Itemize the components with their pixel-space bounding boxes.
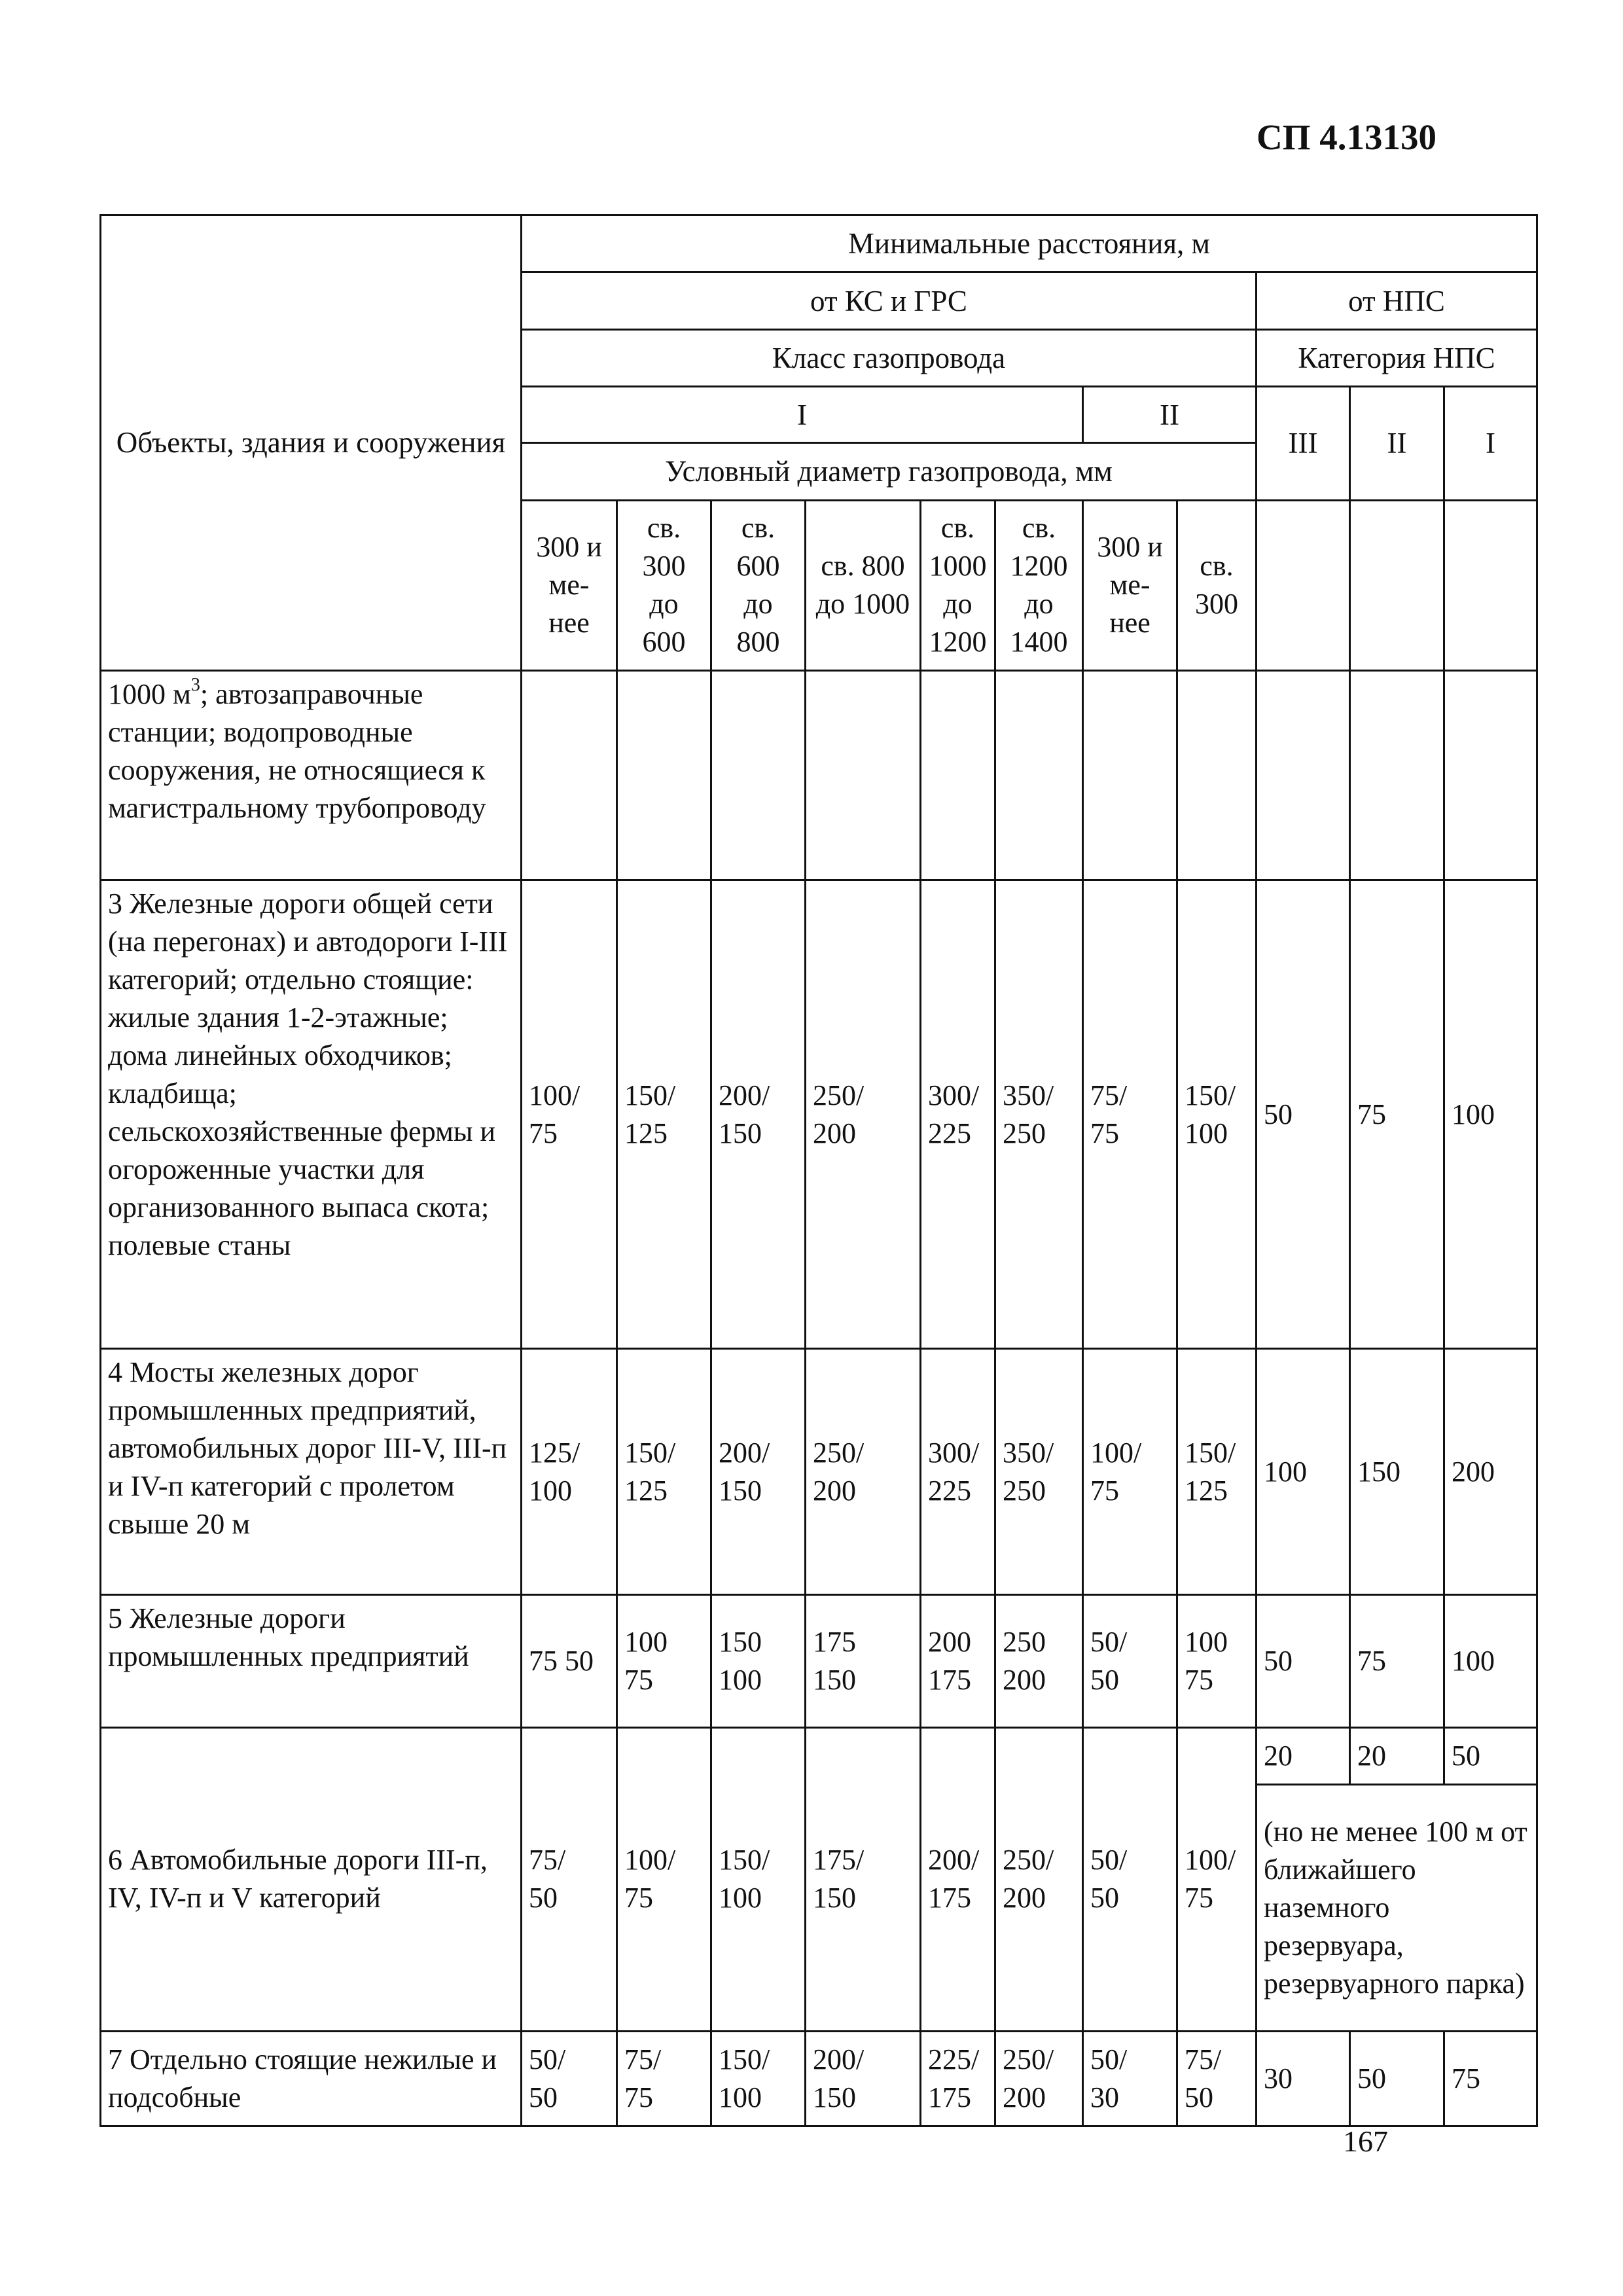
distance-cell: 100 bbox=[1444, 1594, 1537, 1727]
nps-category-header: Категория НПС bbox=[1257, 330, 1537, 387]
distances-table bbox=[99, 214, 1538, 2127]
superscript: 3 bbox=[190, 674, 200, 695]
distance-cell: 200 bbox=[1444, 1349, 1537, 1595]
distance-cell bbox=[617, 670, 711, 880]
diameter-header: св. 800 до 1000 bbox=[806, 500, 921, 670]
object-label: 3 Железные дороги общей сети (на перегонах) и автодороги I-III категорий; отдельно стоящие: жилые здания 1-2-этажные; дома линейных обходчиков; кладбища; сельскохозяйственные фермы и огороженные участки для организованного выпаса скота; полевые станы bbox=[101, 880, 522, 1349]
distance-cell: 250/ 200 bbox=[806, 1349, 921, 1595]
distance-cell: 75/ 75 bbox=[1083, 880, 1177, 1349]
object-label-text: 1000 м bbox=[108, 677, 191, 710]
distance-cell: 225/ 175 bbox=[921, 2031, 995, 2126]
distance-cell: 200/ 150 bbox=[806, 2031, 921, 2126]
diameter-header: св. 600 до 800 bbox=[711, 500, 806, 670]
distance-cell: 125/ 100 bbox=[522, 1349, 617, 1595]
from-ks-grs-header: от КС и ГРС bbox=[522, 272, 1257, 330]
distance-cell: 100 75 bbox=[1177, 1594, 1257, 1727]
distance-cell: 150 100 bbox=[711, 1594, 806, 1727]
object-label: 4 Мосты железных дорог промышленных предприятий, автомобильных дорог III-V, III-п и IV-п категорий с пролетом свыше 20 м bbox=[101, 1349, 522, 1595]
object-label-text: ; автозаправочные станции; водопроводные сооружения, не относящиеся к магистральному трубопроводу bbox=[108, 677, 486, 824]
distance-cell bbox=[1350, 670, 1444, 880]
distance-cell: 20 bbox=[1257, 1728, 1350, 1785]
distance-cell: 75 50 bbox=[522, 1594, 617, 1727]
pipeline-class-header: Класс газопровода bbox=[522, 330, 1257, 387]
distance-cell: 150/ 100 bbox=[711, 1728, 806, 2032]
distance-cell: 75 bbox=[1350, 880, 1444, 1349]
page-number: 167 bbox=[1343, 2125, 1388, 2158]
distance-cell bbox=[1177, 670, 1257, 880]
distance-cell bbox=[995, 670, 1083, 880]
distance-cell: 250 200 bbox=[995, 1594, 1083, 1727]
distance-cell: 100/ 75 bbox=[522, 880, 617, 1349]
table-row bbox=[101, 880, 1537, 1349]
distance-cell: 250/ 200 bbox=[995, 2031, 1083, 2126]
distance-cell: 100 bbox=[1257, 1349, 1350, 1595]
object-label: 5 Железные дороги промышленных предприятий bbox=[101, 1594, 522, 1727]
distance-cell: 75 bbox=[1350, 1594, 1444, 1727]
empty-cell bbox=[1257, 500, 1350, 670]
distance-cell: 150/ 100 bbox=[711, 2031, 806, 2126]
distance-cell: 350/ 250 bbox=[995, 1349, 1083, 1595]
distance-cell: 75/ 75 bbox=[617, 2031, 711, 2126]
distance-cell bbox=[1257, 670, 1350, 880]
distance-cell: 150/ 125 bbox=[617, 880, 711, 1349]
min-distances-header: Минимальные расстояния, м bbox=[522, 215, 1537, 272]
note-cell: (но не менее 100 м от ближайшего наземного резервуара, резервуарного парка) bbox=[1257, 1785, 1537, 2032]
distance-cell: 100 75 bbox=[617, 1594, 711, 1727]
distance-cell bbox=[806, 670, 921, 880]
distance-cell: 200/ 150 bbox=[711, 880, 806, 1349]
distance-cell: 200/ 175 bbox=[921, 1728, 995, 2032]
distance-cell: 200 175 bbox=[921, 1594, 995, 1727]
table-row bbox=[101, 1594, 1537, 1727]
distance-cell: 100/ 75 bbox=[1083, 1349, 1177, 1595]
distance-cell: 20 bbox=[1350, 1728, 1444, 1785]
distance-cell: 100/ 75 bbox=[1177, 1728, 1257, 2032]
diameter-header: св. 300 до 600 bbox=[617, 500, 711, 670]
empty-cell bbox=[1444, 500, 1537, 670]
diameter-header: 300 и ме-нее bbox=[522, 500, 617, 670]
distance-cell: 300/ 225 bbox=[921, 1349, 995, 1595]
object-label bbox=[101, 670, 522, 880]
category-3-header: III bbox=[1257, 387, 1350, 500]
distance-cell: 150 bbox=[1350, 1349, 1444, 1595]
distance-cell: 50/ 50 bbox=[1083, 1594, 1177, 1727]
objects-header: Объекты, здания и сооружения bbox=[101, 215, 522, 671]
distance-cell bbox=[1444, 670, 1537, 880]
distance-cell: 50/ 50 bbox=[522, 2031, 617, 2126]
diameter-header: св. 1200 до 1400 bbox=[995, 500, 1083, 670]
distance-cell: 150/ 100 bbox=[1177, 880, 1257, 1349]
from-nps-header: от НПС bbox=[1257, 272, 1537, 330]
distance-cell: 75/ 50 bbox=[1177, 2031, 1257, 2126]
category-2-header: II bbox=[1350, 387, 1444, 500]
distance-cell: 50 bbox=[1444, 1728, 1537, 1785]
diameter-header: 300 и ме-нее bbox=[1083, 500, 1177, 670]
distance-cell: 200/ 150 bbox=[711, 1349, 806, 1595]
distance-cell: 250/ 200 bbox=[806, 880, 921, 1349]
table-row bbox=[101, 1349, 1537, 1595]
diameter-header: св. 300 bbox=[1177, 500, 1257, 670]
class-2-header: II bbox=[1083, 387, 1257, 443]
distance-cell: 150/ 125 bbox=[617, 1349, 711, 1595]
distance-cell bbox=[1083, 670, 1177, 880]
distance-cell bbox=[522, 670, 617, 880]
class-1-header: I bbox=[522, 387, 1083, 443]
distance-cell: 50 bbox=[1350, 2031, 1444, 2126]
distance-cell: 50 bbox=[1257, 880, 1350, 1349]
object-label: 7 Отдельно стоящие нежилые и подсобные bbox=[101, 2031, 522, 2126]
distance-cell bbox=[711, 670, 806, 880]
distance-cell: 350/ 250 bbox=[995, 880, 1083, 1349]
distance-cell bbox=[921, 670, 995, 880]
distance-cell: 175/ 150 bbox=[806, 1728, 921, 2032]
distance-cell: 30 bbox=[1257, 2031, 1350, 2126]
document-code: СП 4.13130 bbox=[1257, 117, 1436, 157]
distance-cell: 50/ 50 bbox=[1083, 1728, 1177, 2032]
distance-cell: 100/ 75 bbox=[617, 1728, 711, 2032]
nominal-diameter-header: Условный диаметр газопровода, мм bbox=[522, 443, 1257, 500]
distance-cell: 250/ 200 bbox=[995, 1728, 1083, 2032]
empty-cell bbox=[1350, 500, 1444, 670]
distance-cell: 75 bbox=[1444, 2031, 1537, 2126]
distance-cell: 50/ 30 bbox=[1083, 2031, 1177, 2126]
distance-cell: 175 150 bbox=[806, 1594, 921, 1727]
table-row bbox=[101, 670, 1537, 880]
distance-cell: 50 bbox=[1257, 1594, 1350, 1727]
category-1-header: I bbox=[1444, 387, 1537, 500]
diameter-header: св. 1000 до 1200 bbox=[921, 500, 995, 670]
table-row bbox=[101, 1728, 1537, 1785]
distance-cell: 300/ 225 bbox=[921, 880, 995, 1349]
object-label: 6 Автомобильные дороги III-п, IV, IV-п и V категорий bbox=[101, 1728, 522, 2032]
distance-cell: 75/ 50 bbox=[522, 1728, 617, 2032]
table-row bbox=[101, 2031, 1537, 2126]
distance-cell: 150/ 125 bbox=[1177, 1349, 1257, 1595]
distance-cell: 100 bbox=[1444, 880, 1537, 1349]
